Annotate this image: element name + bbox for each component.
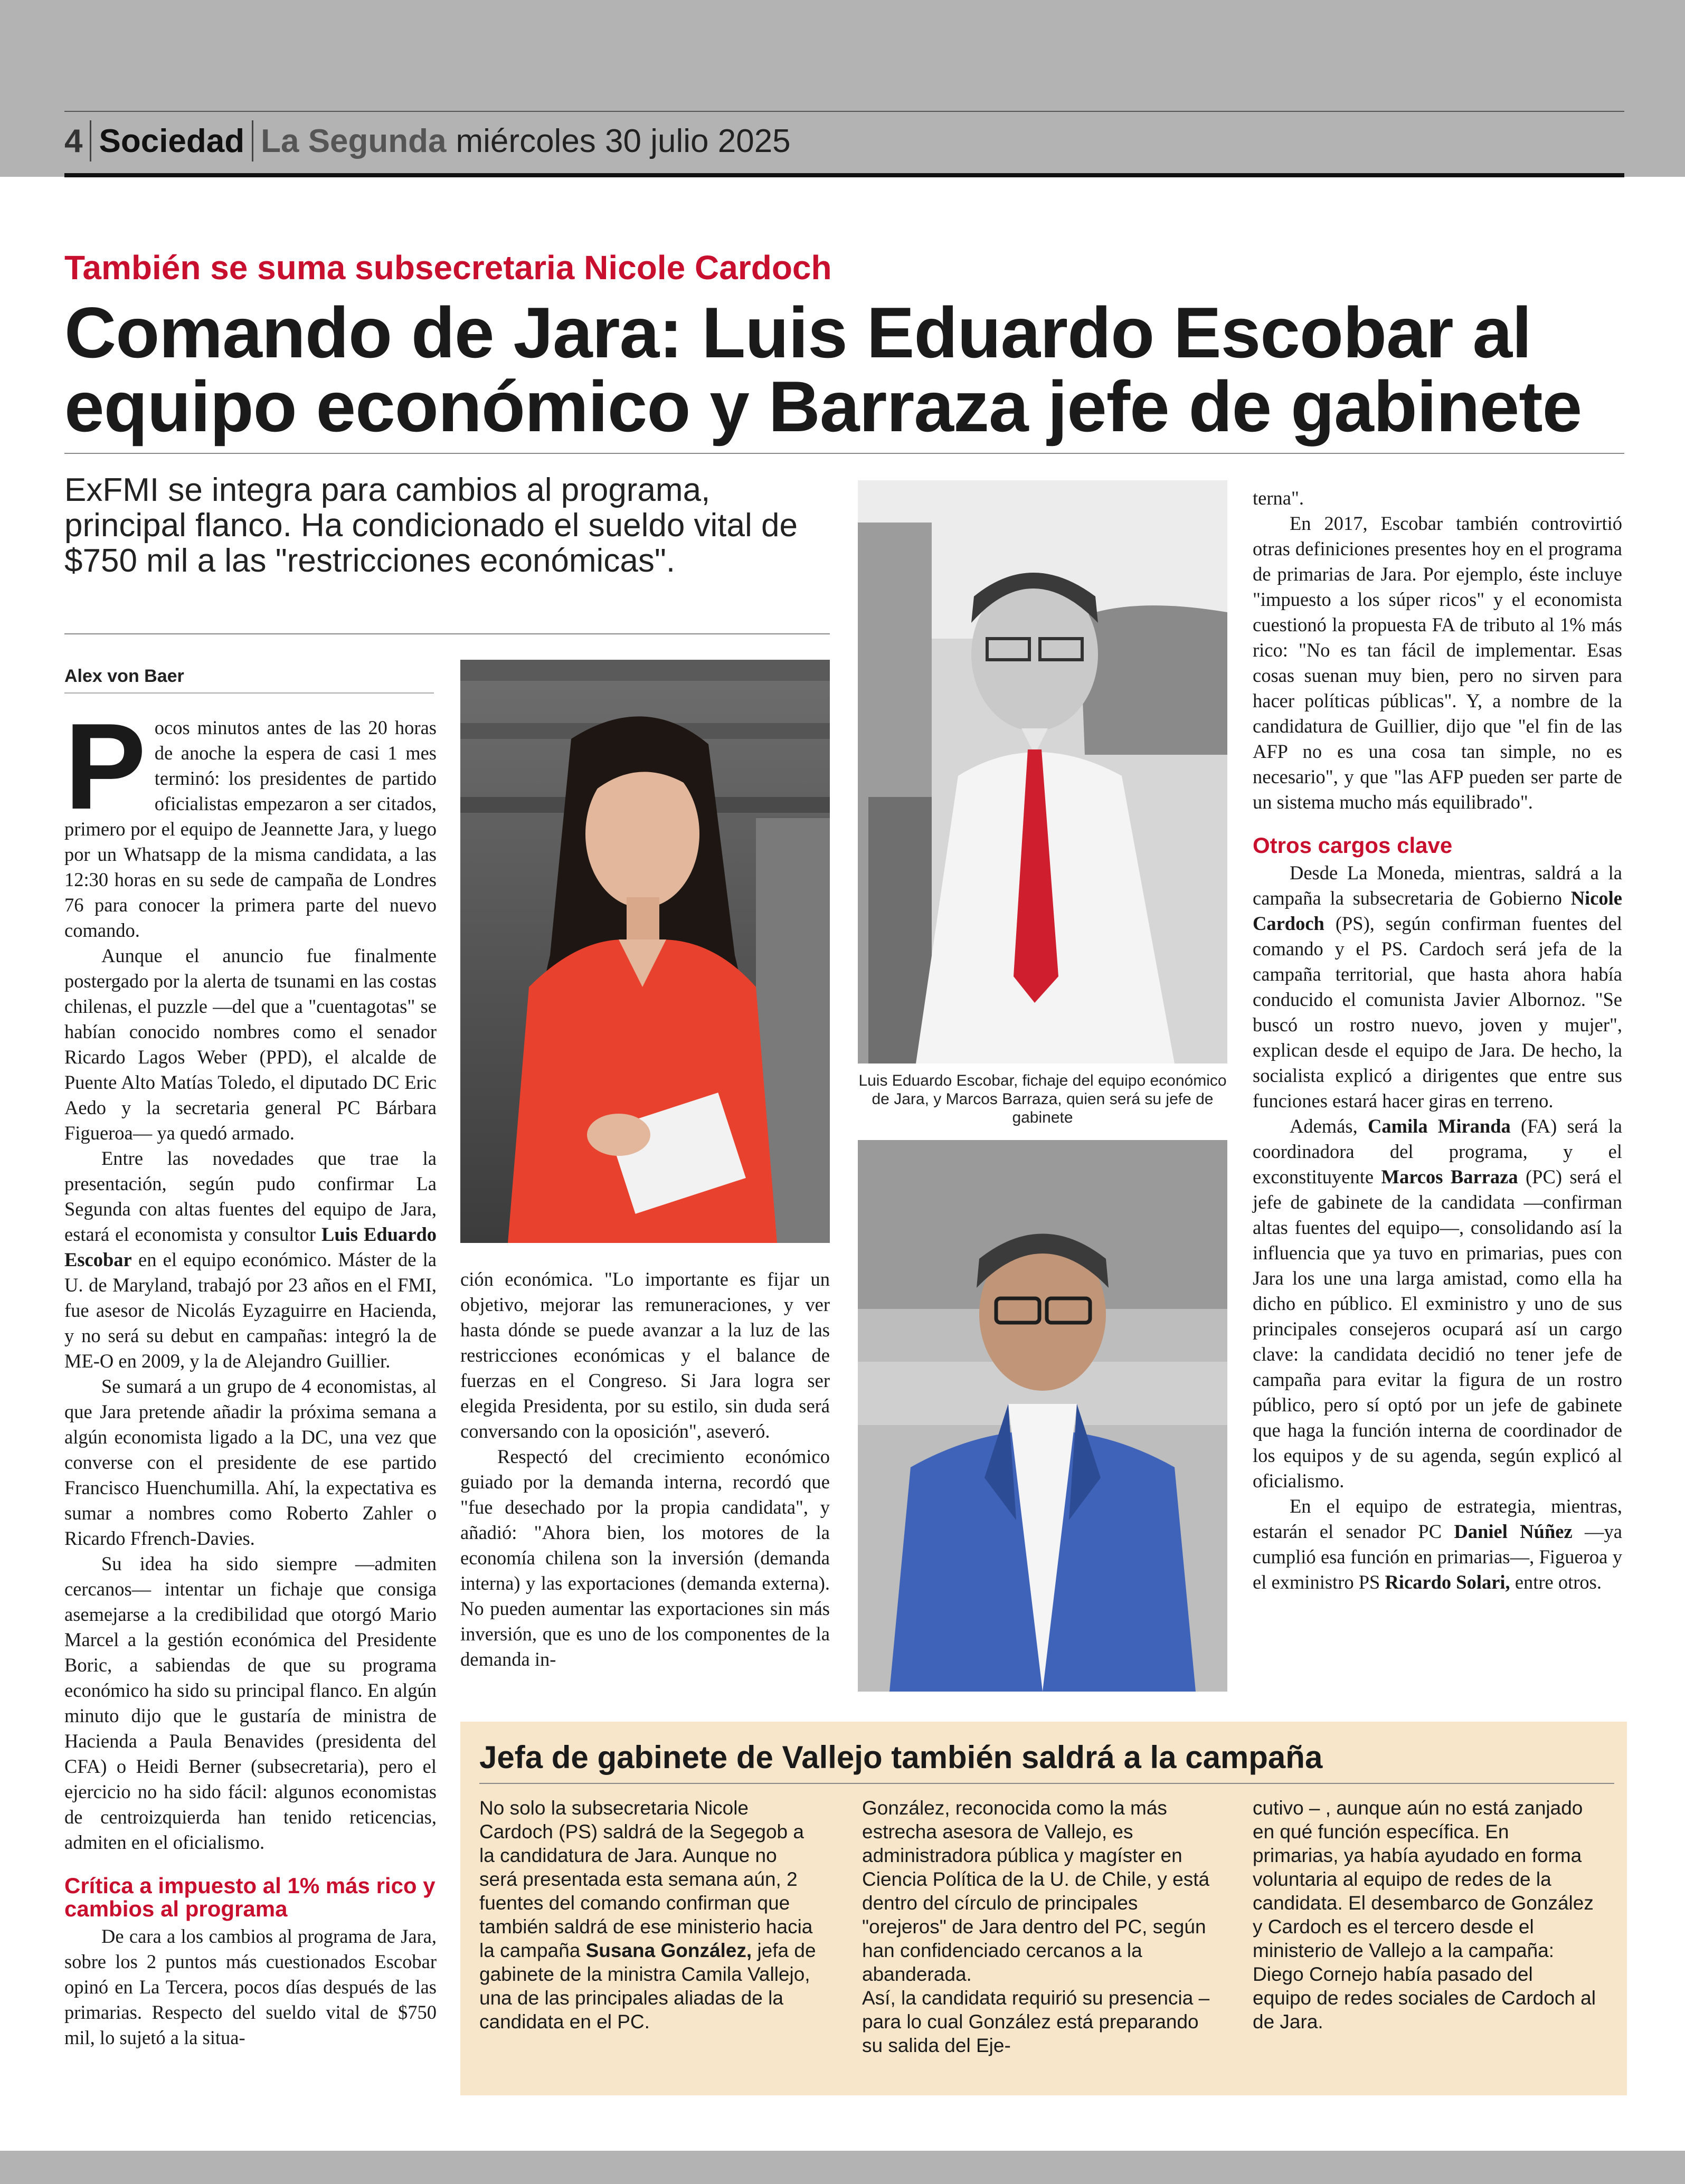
paragraph: Se sumará a un grupo de 4 economistas, al que Jara pretende añadir la próxima semana a algún economista ligado a la DC, una vez que converse con el presidente de ese partido Francisco Huenchumilla. Ahí, la expectativa es sumar a nombres como Roberto Zahler o Ricardo Ffrench-Davies. — [64, 1375, 437, 1549]
article-kicker: También se suma subsecretaria Nicole Cardoch — [64, 249, 832, 287]
paragraph: terna". — [1253, 487, 1304, 509]
page-number: 4 — [64, 122, 83, 159]
section-subhead: Otros cargos clave — [1253, 833, 1453, 858]
name-highlight: Camila Miranda — [1368, 1115, 1511, 1137]
header-thick-rule — [64, 173, 1624, 177]
name-highlight: Daniel Núñez — [1454, 1521, 1573, 1542]
name-highlight: Nicole Cardoch — [1253, 887, 1622, 934]
paragraph: Aunque el anuncio fue finalmente postergado por la alerta de tsunami en las costas chilenas, el puzzle —del que a "cuentagotas" se habían conocido nombres como el senador Ricardo Lagos Weber (PPD), el alcalde de Puente Alto Matías Toledo, el diputado DC Eric Aedo y la secretaria general PC Bárbara Figueroa— ya quedó armado. — [64, 945, 437, 1144]
folio-line — [64, 117, 791, 165]
paragraph: ción económica. "Lo importante es fijar un objetivo, mejorar las remuneraciones, y ver hasta dónde se puede avanzar a la luz de las restricciones económicas y el balance de fuerzas en el Congreso. Si Jara logra ser elegida Presidenta, por su estilo, sin duda será conversando con la oposición", aseveró. — [460, 1268, 830, 1442]
article-deck: ExFMI se integra para cambios al programa, principal flanco. Ha condicionado el sueldo vital de $750 mil a las "restricciones económicas". — [64, 472, 798, 579]
paragraph: En el equipo de estrategia, mientras, estarán el senador PC Daniel Núñez —ya cumplió esa función en primarias—, Figueroa y el exministro PS Ricardo Solari, entre otros. — [1253, 1495, 1622, 1593]
escobar-illustration — [858, 480, 1227, 1063]
paragraph: Pocos minutos antes de las 20 horas de anoche la espera de casi 1 mes terminó: los presidentes de partido oficialistas empezaron a ser citados, primero por el equipo de Jeannette Jara, y luego por un Whatsapp de la misma candidata, a las 12:30 horas en su sede de campaña de Londres 76 para conocer la primera parte del nuevo comando. — [64, 698, 437, 941]
headline-rule — [64, 453, 1624, 454]
photo-barraza — [858, 1140, 1227, 1692]
name-highlight: Ricardo Solari, — [1385, 1571, 1510, 1593]
folio-separator — [90, 120, 91, 162]
photo-escobar — [858, 480, 1227, 1063]
paragraph: Respectó del crecimiento económico guiado por la demanda interna, recordó que "fue desechado por la propia candidata", y añadió: "Ahora bien, los motores de la economía chilena son la inversión (demanda interna) y las exportaciones (demanda externa). No pueden aumentar las exportaciones sin más inversión, que es uno de los componentes de la demanda in- — [460, 1446, 830, 1670]
name-highlight: Marcos Barraza — [1381, 1166, 1518, 1188]
portrait-illustration — [460, 660, 830, 1243]
article-byline: Alex von Baer — [64, 666, 184, 686]
sidebar-rule — [479, 1783, 1614, 1784]
article-column-1 — [64, 698, 437, 2050]
photo-candidate-portrait — [460, 660, 830, 1243]
folio-separator — [252, 120, 253, 162]
publication-date: miércoles 30 julio 2025 — [456, 122, 791, 159]
article-column-4 — [1253, 486, 1622, 1595]
section-subhead: Crítica a impuesto al 1% más rico y cambios al programa — [64, 1873, 436, 1921]
bottom-gray-band — [0, 2151, 1685, 2184]
drop-cap: P — [64, 698, 146, 835]
paragraph: Entre las novedades que trae la presentación, según pudo confirmar La Segunda con altas fuentes del equipo de Jara, estará el economista y consultor Luis Eduardo Escobar en el equipo económico. Máster de la U. de Maryland, trabajó por 23 años en el FMI, fue asesor de Nicolás Eyzaguirre en Hacienda, y no será su debut en campañas: integró la de ME-O en 2009, y la de Alejandro Guillier. — [64, 1147, 437, 1372]
name-highlight: Susana González, — [585, 1940, 752, 1961]
photo-caption: Luis Eduardo Escobar, fichaje del equipo económico de Jara, y Marcos Barraza, quien será su jefe de gabinete — [858, 1072, 1227, 1126]
sidebar-column-1: No solo la subsecretaria Nicole Cardoch (PS) saldrá de la Segegob a la candidatura de Jara. Aunque no será presentada esta semana aún, 2 fuentes del comando confirman que también saldrá de ese ministerio hacia la campaña Susana González, jefa de gabinete de la ministra Camila Vallejo, una de las principales aliadas de la candidata en el PC. — [479, 1797, 816, 2033]
section-name: Sociedad — [99, 122, 245, 159]
barraza-illustration — [858, 1140, 1227, 1692]
deck-rule — [64, 633, 830, 634]
paragraph: Su idea ha sido siempre —admiten cercanos— intentar un fichaje que consiga asemejarse a la credibilidad que otorgó Mario Marcel a la gestión económica del Presidente Boric, a sabiendas de que su programa económico ha sido su principal flanco. En algún minuto dijo que le gustaría de ministra de Hacienda a Paula Benavides (presidenta del CFA) o Heidi Berner (subsecretaria), pero el ejercicio no ha sido fácil: algunos economistas de centroizquierda han tenido reticencias, admiten en el oficialismo. — [64, 1553, 437, 1853]
paragraph: Desde La Moneda, mientras, saldrá a la campaña la subsecretaria de Gobierno Nicole Cardoch (PS), según confirman fuentes del comando y el PS. Cardoch será jefa de la campaña territorial, que hasta ahora había conducido el comunista Javier Albornoz. "Se buscó un rostro nuevo, joven y mujer", explican desde el equipo de Jara. De hecho, la socialista explicó a dirigentes que entre sus funciones estará hacer giras en terreno. — [1253, 862, 1622, 1112]
paragraph: En 2017, Escobar también controvirtió otras definiciones presentes hoy en el programa de primarias de Jara. Por ejemplo, éste incluye "impuesto a los súper ricos" y el economista cuestionó la propuesta FA de tributo al 1% más rico: "No es tan fácil de implementar. Esas cosas suenan muy bien, pero no sirven para hacer políticas públicas". Y, a nombre de la candidatura de Guillier, dijo que "el fin de las AFP no es una cosa tan simple, no es necesario", y que "las AFP pueden ser parte de un sistema mucho más equilibrado". — [1253, 512, 1622, 813]
article-column-2 — [460, 1267, 830, 1672]
sidebar-column-2: González, reconocida como la más estrecha asesora de Vallejo, es administradora pública y magíster en Ciencia Política de la U. de Chile, y está dentro del círculo de principales "orejeros" de Jara dentro del PC, según han confidenciado cercanos a la abanderada. Así, la candidata requirió su presencia – para lo cual González está preparando su salida del Eje- — [862, 1797, 1210, 2056]
header-thin-rule — [64, 111, 1624, 112]
sidebar-column-3: cutivo – , aunque aún no está zanjado en qué función específica. En primarias, ya había ayudado en forma voluntaria al equipo de redes de la candidata. El desembarco de González y Cardoch es el tercero desde el ministerio de Vallejo a la campaña: Diego Cornejo había pasado del equipo de redes sociales de Cardoch al de Jara. — [1253, 1797, 1596, 2033]
name-highlight: Luis Eduardo Escobar — [64, 1223, 437, 1270]
paragraph: Además, Camila Miranda (FA) será la coordinadora del programa, y el exconstituyente Marcos Barraza (PC) será el jefe de gabinete de la candidata —confirman altas fuentes del equipo—, consolidando así la influencia que ya tuvo en primarias, pues con Jara los une una larga amistad, como ella ha dicho en público. El exministro y uno de sus principales consejeros ocupará así un cargo clave: la candidata decidió no tener jefe de campaña para evitar la figura de un rostro público, pero sí optó por un jefe de gabinete que haga la función interna de coordinador de los equipos y de su agenda, según explicó al oficialismo. — [1253, 1115, 1622, 1492]
byline-rule — [64, 692, 434, 694]
sidebar-title: Jefa de gabinete de Vallejo también saldrá a la campaña — [479, 1740, 1323, 1775]
publication-name: La Segunda — [261, 122, 447, 159]
article-headline: Comando de Jara: Luis Eduardo Escobar al equipo económico y Barraza jefe de gabinete — [64, 292, 1582, 447]
paragraph: De cara a los cambios al programa de Jara, sobre los 2 puntos más cuestionados Escobar opinó en La Tercera, pocos días después de las primarias. Respecto del sueldo vital de $750 mil, lo sujetó a la situa- — [64, 1925, 437, 2048]
